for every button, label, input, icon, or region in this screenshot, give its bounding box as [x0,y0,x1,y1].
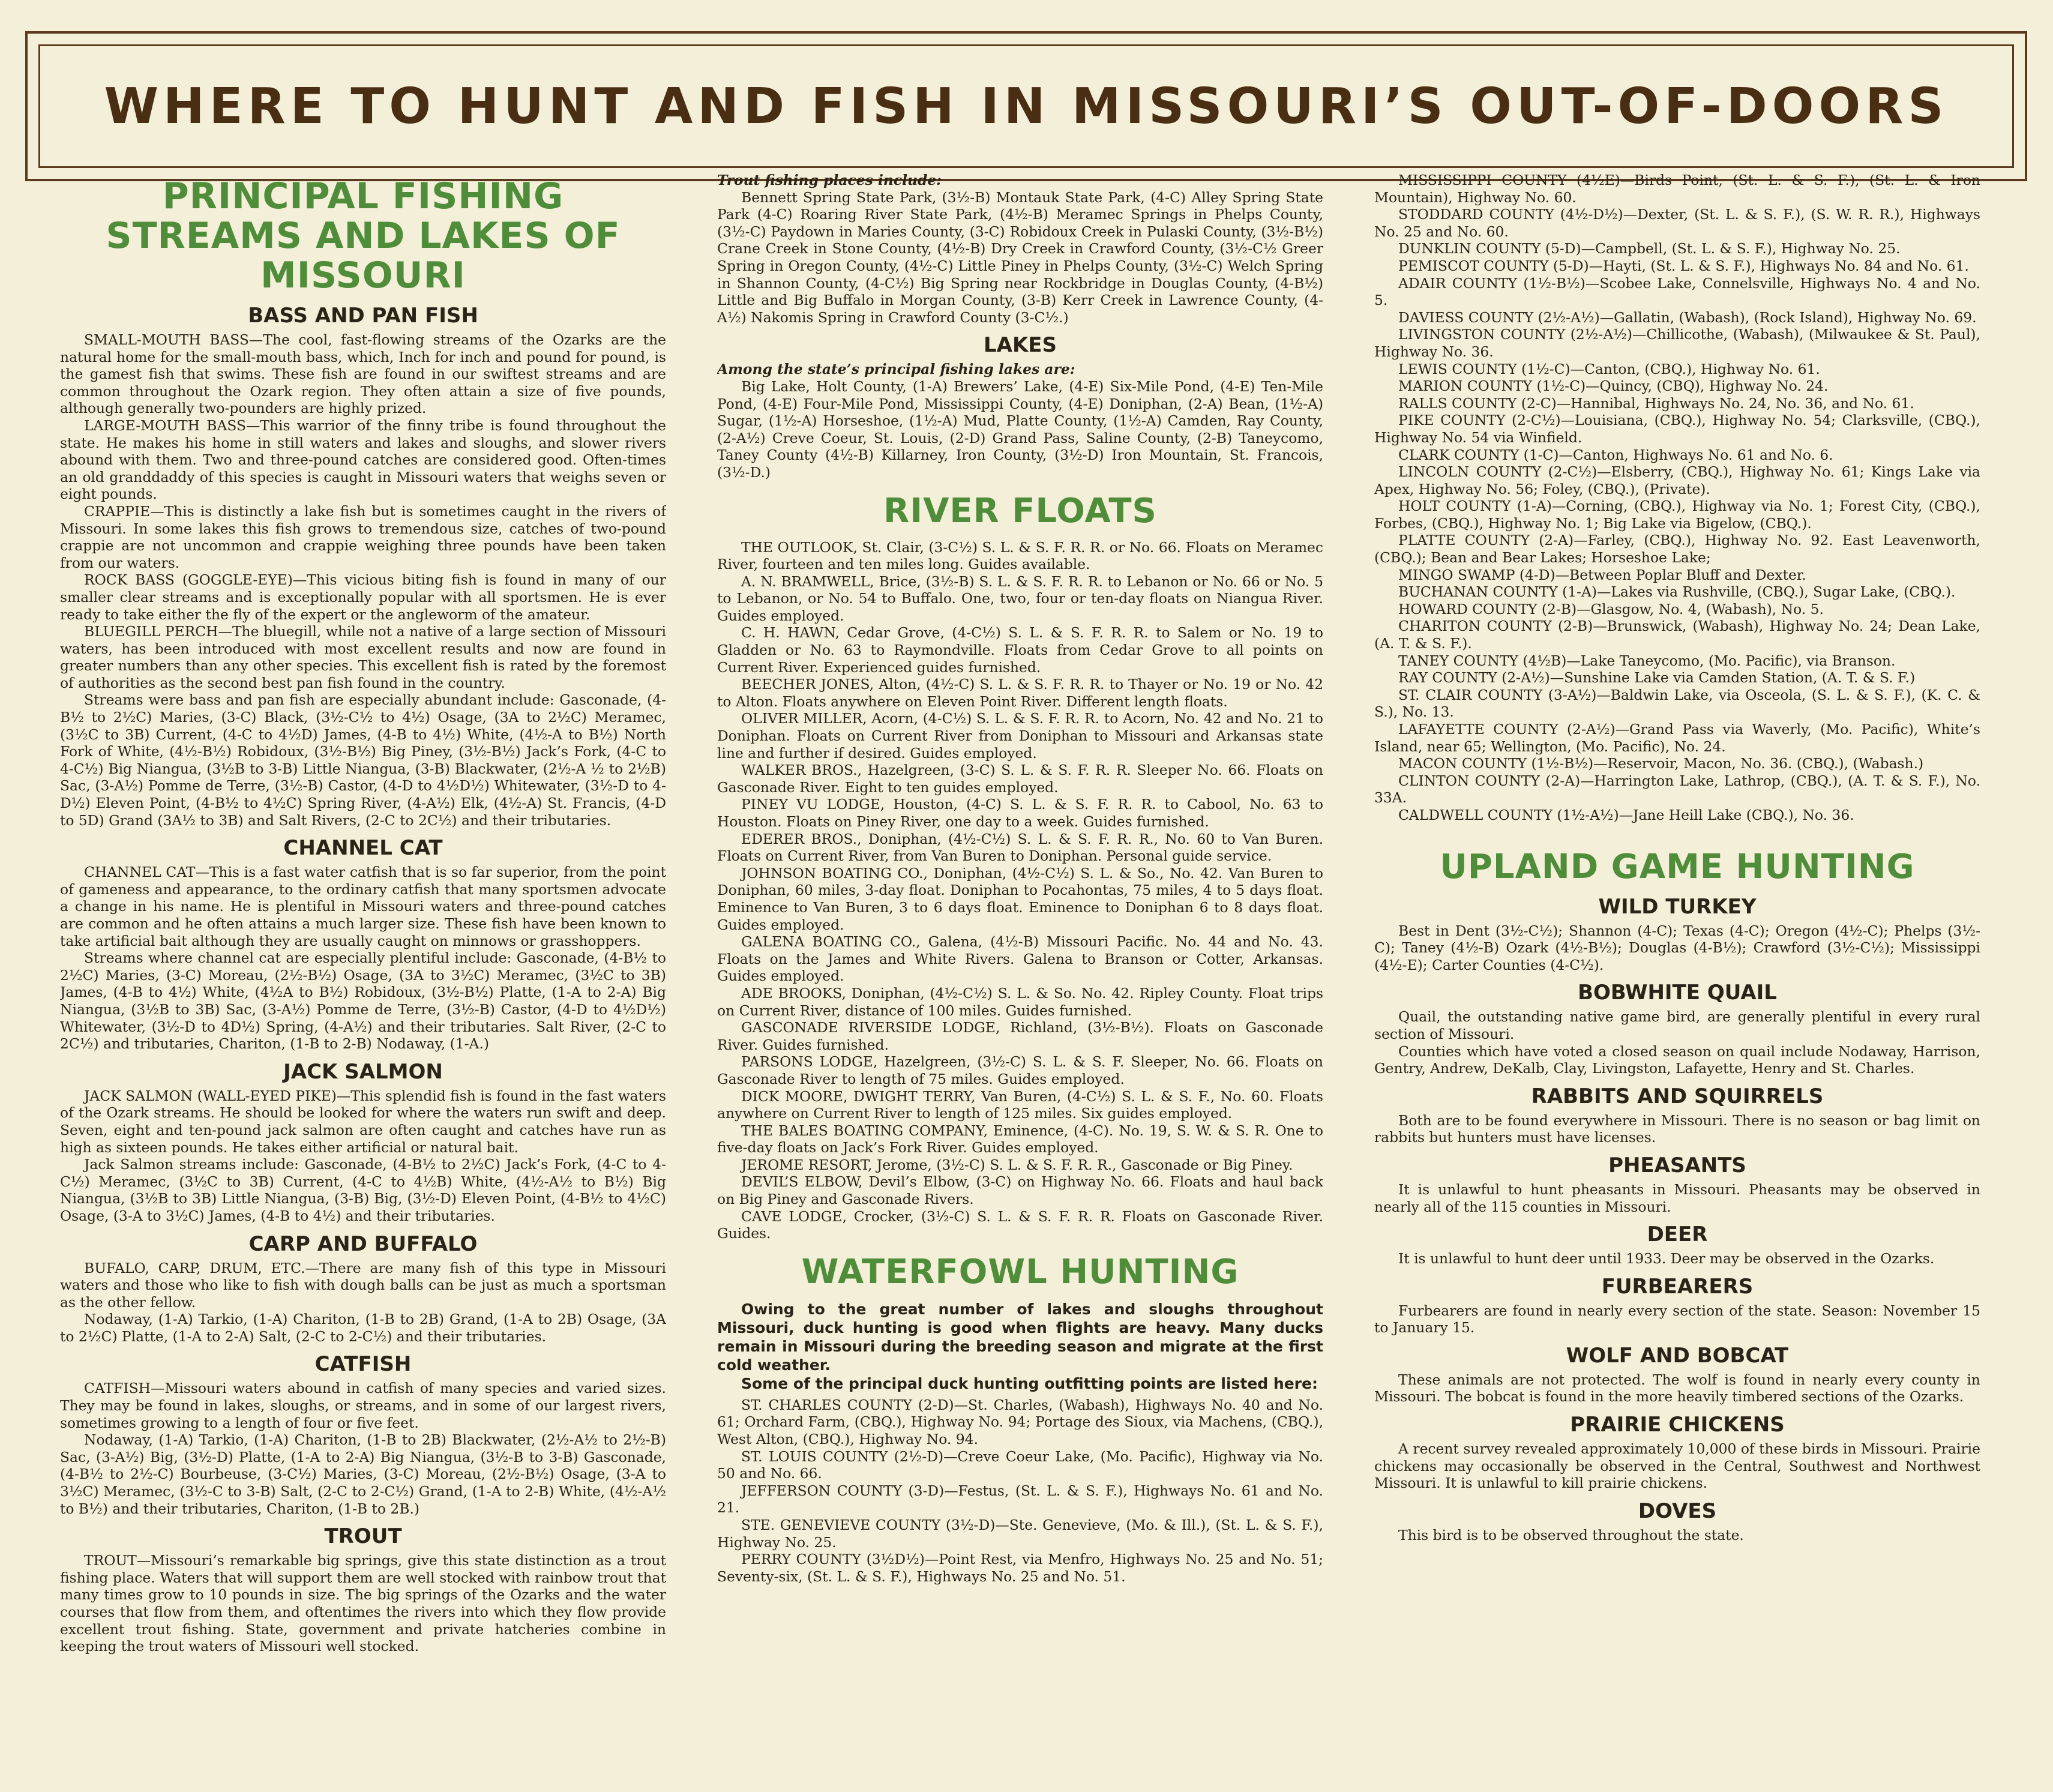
county-entry: LIVINGSTON COUNTY (2½-A½)—Chillicothe, (Wabash), (Milwaukee & St. Paul), Highway No. 36. [1374,326,1980,360]
float-entry: PINEY VU LODGE, Houston, (4-C) S. L. & S. F. R. R. to Cabool, No. 63 to Houston. Floats on Piney River, one day to a week. Guides furnished. [717,796,1323,830]
float-entry: ADE BROOKS, Doniphan, (4½-C½) S. L. & So. No. 42. Ripley County. Float trips on Current River, distance of 100 miles. Guides furnished. [717,984,1323,1019]
heading-rabbits: RABBITS AND SQUIRRELS [1531,1084,1824,1108]
county-entry: LAFAYETTE COUNTY (2-A½)—Grand Pass via Waverly, (Mo. Pacific), White’s Island, near 65; Wellington, (Mo. Pacific), No. 24. [1374,721,1980,755]
section-title-upland: UPLAND GAME HUNTING [1440,847,1915,886]
heading-jack-salmon: JACK SALMON [283,1059,443,1084]
county-entry: JEFFERSON COUNTY (3-D)—Festus, (St. L. & S. F.), Highways No. 61 and No. 21. [717,1482,1323,1517]
paragraph: Nodaway, (1-A) Tarkio, (1-A) Chariton, (1-B to 2B) Grand, (1-A to 2B) Osage, (3A to 2½C) Platte, (1-A to 2-A) Salt, (2-C to 2-C½) and their tributaries. [60,1311,666,1345]
county-entry: PLATTE COUNTY (2-A)—Farley, (CBQ.), Highway No. 92. East Leavenworth, (CBQ.); Bean and Bear Lakes; Horseshoe Lake; [1374,532,1980,567]
float-entry: BEECHER JONES, Alton, (4½-C) S. L. & S. F. R. R. to Thayer or No. 19 or No. 42 to Alton. Floats anywhere on Eleven Point River. Different length floats. [717,676,1323,710]
paragraph: Nodaway, (1-A) Tarkio, (1-A) Chariton, (1-B to 2B) Blackwater, (2½-A½ to 2½-B) Sac, (3-A½) Big, (3½-D) Platte, (1-A to 2-A) Big Niangua, (3½-B to 3-B) Gasconade, (4-B½ to 2½-C) Bourbeuse, (3-C½) Maries, (3-C) Moreau, (2½-B½) Osage, (3-A to 3½C) Meramec, (3½-C to 3-B) Salt, (2-C to 2-C½) Grand, (1-A to 2-B) White, (4½-A½ to B½) and their tributaries, Chariton, (1-B to 2B.) [60,1431,666,1517]
paragraph: LARGE-MOUTH BASS—This warrior of the finny tribe is found throughout the state. He makes his home in still waters and lakes and sloughs, and slower rivers abound with them. Two and three-pound catches are considered good. Often-times an old granddaddy of this species is caught in Missouri waters that weighs seven or eight pounds. [60,416,666,503]
paragraph: Big Lake, Holt County, (1-A) Brewers’ Lake, (4-E) Six-Mile Pond, (4-E) Ten-Mile Pond, (4-E) Four-Mile Pond, Mississippi County, (4-E) Doniphan, (2-A) Bean, (1½-A) Sugar, (1½-A) Horseshoe, (1½-A) Mud, Platte County, (1½-A) Camden, Ray County, (2-A½) Creve Coeur, St. Louis, (2-D) Grand Pass, Saline County, (2-B) Taneycomo, Taney County (4½-B) Killarney, Iron County, (3½-D) Iron Mountain, St. Francois, (3½-D.) [717,377,1323,481]
column-floats-waterfowl [717,172,1323,1780]
lakes-intro: Among the state’s principal fishing lakes are: [717,361,1075,378]
county-entry: RAY COUNTY (2-A½)—Sunshine Lake via Camden Station, (A. T. & S. F.) [1398,669,1916,687]
county-entry: PEMISCOT COUNTY (5-D)—Hayti, (St. L. & S. F.), Highways No. 84 and No. 61. [1398,257,1969,274]
heading-prairie: PRAIRIE CHICKENS [1570,1413,1785,1437]
paragraph: Counties which have voted a closed season on quail include Nodaway, Harrison, Gentry, Andrew, DeKalb, Clay, Livingston, Lafayette, Henry and St. Charles. [1374,1042,1980,1077]
paragraph: Both are to be found everywhere in Missouri. There is no season or bag limit on rabbits but hunters must have licenses. [1374,1111,1980,1146]
paragraph: ROCK BASS (GOGGLE-EYE)—This vicious biting fish is found in many of our smaller clear streams and is exceptionally popular with all sportsmen. He is ever ready to take either the fly of the expert or the angleworm of the amateur. [60,571,666,623]
float-entry: C. H. HAWN, Cedar Grove, (4-C½) S. L. & S. F. R. R. to Salem or No. 19 to Gladden or No. 63 to Raymondville. Floats from Cedar Grove to all points on Current River. Experienced guides furnished. [717,624,1323,676]
paragraph: BLUEGILL PERCH—The bluegill, while not a native of a large section of Missouri waters, has been introduced with most excellent results and now are found in greater numbers than any other species. This excellent fish is rated by the foremost of authorities as the second best pan fish found in the country. [60,623,666,691]
county-entry: ST. CLAIR COUNTY (3-A½)—Baldwin Lake, via Osceola, (S. L. & S. F.), (K. C. & S.), No. 13. [1374,686,1980,721]
title-banner-inner [38,44,2014,168]
county-entry: ST. LOUIS COUNTY (2½-D)—Creve Coeur Lake, (Mo. Pacific), Highway via No. 50 and No. 66. [717,1448,1323,1482]
county-entry: BUCHANAN COUNTY (1-A)—Lakes via Rushville, (CBQ.), Sugar Lake, (CBQ.). [1398,583,1956,601]
float-entry: WALKER BROS., Hazelgreen, (3-C) S. L. & S. F. R. R. Sleeper No. 66. Floats on Gasconade River. Eight to ten guides employed. [717,762,1323,796]
title-banner [25,31,2027,181]
paragraph: TROUT—Missouri’s remarkable big springs, give this state distinction as a trout fishing place. Waters that will support them are well stocked with rainbow trout that many times grow to 10 pounds in size. The big springs of the Ozarks and the water courses that flow from them, and oftentimes the rivers into which they flow provide excellent trout fishing. State, government and private hatcheries combine in keeping the trout waters of Missouri well stocked. [60,1552,666,1655]
heading-deer: DEER [1647,1222,1708,1247]
float-entry: EDERER BROS., Doniphan, (4½-C½) S. L. & S. F. R. R., No. 60 to Van Buren. Floats on Current River, from Van Buren to Doniphan. Personal guide service. [717,830,1323,865]
heading-carp: CARP AND BUFFALO [248,1231,478,1256]
heading-quail: BOBWHITE QUAIL [1578,981,1777,1005]
page-title: WHERE TO HUNT AND FISH IN MISSOURI’S OUT-OF-DOORS [104,77,1949,135]
paragraph: Streams where channel cat are especially plentiful include: Gasconade, (4-B½ to 2½C) Maries, (3-C) Moreau, (2½-B½) Osage, (3A to 3½C) Meramec, (3½C to 3B) James, (4-B to 4½) White, (4½A to B½) Robidoux, (3½-B½) Platte, (1-A to 2-A) Big Niangua, (3½B to 3B) Sac, (3-A½) Pomme de Terre, (3½-B) Castor, (4-D to 4½D½) Whitewater, (3½-D to 4D½) Spring, (4-A½) and their tributaries. Salt River, (2-C to 2C½) and tributaries, Chariton, (1-B to 2-B) Nodaway, (1-A.) [60,949,666,1053]
paragraph: BUFALO, CARP, DRUM, ETC.—There are many fish of this type in Missouri waters and those who like to fish with dough balls can be just as much a sportsman as the other fellow. [60,1259,666,1311]
paragraph: CHANNEL CAT—This is a fast water catfish that is so far superior, from the point of gameness and appearance, to the ordinary catfish that many sportsmen advocate a change in his name. He is plentiful in Missouri waters and three-pound catches are common and he often attains a much larger size. These fish have been known to take artificial bait although they are usually caught on minnows or grasshoppers. [60,864,666,949]
county-entry: DUNKLIN COUNTY (5-D)—Campbell, (St. L. & S. F.), Highway No. 25. [1398,240,1901,257]
float-entry: THE OUTLOOK, St. Clair, (3-C½) S. L. & S. F. R. R. or No. 66. Floats on Meramec River, fourteen and ten miles long. Guides available. [717,538,1323,573]
paragraph: SMALL-MOUTH BASS—The cool, fast-flowing streams of the Ozarks are the natural home for the small-mouth bass, which, Inch for inch and pound for pound, is the gamest fish that swims. These fish are found in our swiftest streams and are common throughout the Ozark region. They often attain a size of five pounds, although generally two-pounders are highly prized. [60,331,666,417]
float-entry: GALENA BOATING CO., Galena, (4½-B) Missouri Pacific. No. 44 and No. 43. Floats on the James and White Rivers. Galena to Branson or Cotter, Arkansas. Guides employed. [717,933,1323,985]
paragraph: It is unlawful to hunt pheasants in Missouri. Pheasants may be observed in nearly all of the 115 counties in Missouri. [1374,1180,1980,1215]
column-counties-upland [1374,172,1980,1780]
waterfowl-intro-2: Some of the principal duck hunting outfitting points are listed here: [741,1374,1318,1392]
float-entry: JEROME RESORT, Jerome, (3½-C) S. L. & S. F. R. R., Gasconade or Big Piney. [741,1156,1293,1173]
heading-turkey: WILD TURKEY [1598,894,1757,919]
heading-furbearers: FURBEARERS [1601,1274,1754,1299]
heading-channel-cat: CHANNEL CAT [283,836,443,861]
float-entry: PARSONS LODGE, Hazelgreen, (3½-C) S. L. & S. F. Sleeper, No. 66. Floats on Gasconade River to length of 75 miles. Guides employed. [717,1053,1323,1087]
county-entry: LINCOLN COUNTY (2-C½)—Elsberry, (CBQ.), Highway No. 61; Kings Lake via Apex, Highway No. 56; Foley, (CBQ.), (Private). [1374,463,1980,498]
paragraph: A recent survey revealed approximately 10,000 of these birds in Missouri. Prairie chickens may occasionally be observed in the Central, Southwest and Northwest Missouri. It is unlawful to kill prairie chickens. [1374,1440,1980,1492]
county-entry: MISSISSIPPI COUNTY (4½E)—Birds Point, (St. L. & S. F.), (St. L. & Iron Mountain), Highway No. 60. [1374,172,1980,206]
paragraph: JACK SALMON (WALL-EYED PIKE)—This splendid fish is found in the fast waters of the Ozark streams. He should be looked for where the waters run swift and deep. Seven, eight and ten-pound jack salmon are often caught and catches have run as high as sixteen pounds. He takes either artificial or natural bait. [60,1087,666,1156]
county-entry: ADAIR COUNTY (1½-B½)—Scobee Lake, Connelsville, Highways No. 4 and No. 5. [1374,274,1980,309]
county-entry: HOWARD COUNTY (2-B)—Glasgow, No. 4, (Wabash), No. 5. [1398,600,1824,618]
county-list [717,1397,1323,1586]
county-entry: MACON COUNTY (1½-B½)—Reservoir, Macon, No. 36. (CBQ.), (Wabash.) [1398,755,1924,772]
float-entry: THE BALES BOATING COMPANY, Eminence, (4-C). No. 19, S. W. & S. R. One to five-day floats on Jack’s Fork River. Guides employed. [717,1122,1323,1156]
paragraph: CRAPPIE—This is distinctly a lake fish but is sometimes caught in the rivers of Missouri. In some lakes this fish grows to tremendous size, catches of two-pound crappie are not uncommon and crappie weighing three pounds have been taken from our waters. [60,502,666,571]
paragraph: These animals are not protected. The wolf is found in nearly every county in Missouri. The bobcat is found in the more heavily timbered sections of the Ozarks. [1374,1371,1980,1406]
float-entry: OLIVER MILLER, Acorn, (4-C½) S. L. & S. F. R. R. to Acorn, No. 42 and No. 21 to Doniphan. Floats on Current River from Doniphan to Missouri and Arkansas state line and further if desired. Guides employed. [717,710,1323,762]
section-title-river-floats: RIVER FLOATS [883,491,1157,531]
section-title-waterfowl: WATERFOWL HUNTING [801,1252,1239,1291]
county-entry: CHARITON COUNTY (2-B)—Brunswick, (Wabash), Highway No. 24; Dean Lake, (A. T. & S. F.). [1374,618,1980,652]
county-entry: MARION COUNTY (1½-C)—Quincy, (CBQ), Highway No. 24. [1398,377,1829,395]
column-fishing-streams [60,172,666,1780]
county-entry: CLARK COUNTY (1-C)—Canton, Highways No. 61 and No. 6. [1398,446,1833,463]
float-entry: GASCONADE RIVERSIDE LODGE, Richland, (3½-B½). Floats on Gasconade River. Guides furnished. [717,1019,1323,1053]
paragraph: Streams were bass and pan fish are especially abundant include: Gasconade, (4-B½ to 2½C) Maries, (3-C) Black, (3½-C½ to 4½) Osage, (3A to 2½C) Meramec, (3½C to 3B) Current, (4-C to 4½D) James, (4-B to 4½) White, (4½-A to B½) North Fork of White, (4½-B½) Robidoux, (3½-B½) Big Piney, (3½-B½) Jack’s Fork, (4-C to 4-C½) Big Niangua, (3½B to 3-B) Little Niangua, (3-B) Blackwater, (2½-A ½ to 2½B) Sac, (3-A½) Pomme de Terre, (3½-B) Castor, (4-D to 4½D½) Whitewater, (3½-D to 4-D½) Eleven Point, (4-B½ to 4½C) Spring River, (4-A½) Elk, (4½-A) St. Francis, (4-D to 5D) Grand (3A½ to 3B) and Salt Rivers, (2-C to 2C½) and their tributaries. [60,691,666,829]
heading-lakes: LAKES [983,333,1057,358]
paragraph: Bennett Spring State Park, (3½-B) Montauk State Park, (4-C) Alley Spring State Park (4-C) Roaring River State Park, (4½-B) Meramec Springs in Phelps County, (3½-C) Paydown in Maries County, (3-C) Robidoux Creek in Pulaski County, (3½-B½) Crane Creek in Stone County, (4½-B) Dry Creek in Crawford County, (3½-C½ Greer Spring in Oregon County, (4½-C) Little Piney in Phelps County, (3½-C) Welch Spring in Shannon County, (4-C½) Big Spring near Rockbridge in Douglas County, (4-B½) Little and Big Buffalo in Morgan County, (3-B) Kerr Creek in Lawrence County, (4-A½) Nakomis Spring in Crawford County (3-C½.) [717,188,1323,326]
paragraph: This bird is to be observed throughout the state. [1398,1526,1744,1544]
paragraph: Quail, the outstanding native game bird, are generally plentiful in every rural section of Missouri. [1374,1008,1980,1042]
trout-intro: Trout fishing places include: [717,172,942,188]
county-entry: LEWIS COUNTY (1½-C)—Canton, (CBQ.), Highway No. 61. [1398,360,1820,377]
county-entry: RALLS COUNTY (2-C)—Hannibal, Highways No. 24, No. 36, and No. 61. [1398,394,1914,412]
county-entry: STE. GENEVIEVE COUNTY (3½-D)—Ste. Genevieve, (Mo. & Ill.), (St. L. & S. F.), Highway No. 25. [717,1517,1323,1551]
county-entry: STODDARD COUNTY (4½-D½)—Dexter, (St. L. & S. F.), (S. W. R. R.), Highways No. 25 and No. 60. [1374,206,1980,240]
float-entry: A. N. BRAMWELL, Brice, (3½-B) S. L. & S. F. R. R. to Lebanon or No. 66 or No. 5 to Lebanon, or No. 54 to Buffalo. One, two, four or ten-day floats on Niangua River. Guides employed. [717,573,1323,624]
county-entry: CALDWELL COUNTY (1½-A½)—Jane Heill Lake (CBQ.), No. 36. [1398,806,1854,823]
county-entry: ST. CHARLES COUNTY (2-D)—St. Charles, (Wabash), Highways No. 40 and No. 61; Orchard Farm, (CBQ.), Highway No. 94; Portage des Sioux, via Machens, (CBQ.), West Alton, (CBQ.), Highway No. 94. [717,1396,1323,1448]
paragraph: Best in Dent (3½-C½); Shannon (4-C); Texas (4-C); Oregon (4½-C); Phelps (3½-C); Taney (4½-B) Ozark (4½-B½); Douglas (4-B½); Crawford (3½-C½); Mississippi (4½-E); Carter Counties (4-C½). [1374,922,1980,973]
county-entry: TANEY COUNTY (4½B)—Lake Taneycomo, (Mo. Pacific), via Branson. [1398,652,1896,669]
paragraph: CATFISH—Missouri waters abound in catfish of many species and varied sizes. They may be found in lakes, sloughs, or streams, and in some of our largest rivers, sometimes growing to a length of four or five feet. [60,1380,666,1431]
heading-catfish: CATFISH [314,1352,412,1377]
county-entry: DAVIESS COUNTY (2½-A½)—Gallatin, (Wabash), (Rock Island), Highway No. 69. [1398,308,1977,326]
heading-trout: TROUT [324,1524,402,1549]
county-entry: CLINTON COUNTY (2-A)—Harrington Lake, Lathrop, (CBQ.), (A. T. & S. F.), No. 33A. [1374,772,1980,807]
river-floats-list [717,539,1323,1242]
county-entry: MINGO SWAMP (4-D)—Between Poplar Bluff and Dexter. [1398,566,1806,583]
paragraph: Furbearers are found in nearly every section of the state. Season: November 15 to January 15. [1374,1302,1980,1336]
float-entry: DICK MOORE, DWIGHT TERRY, Van Buren, (4-C½) S. L. & S. F., No. 60. Floats anywhere on Current River to length of 125 miles. Six guides employed. [717,1087,1323,1122]
float-entry: DEVIL’S ELBOW, Devil’s Elbow, (3-C) on Highway No. 66. Floats and haul back on Big Piney and Gasconade Rivers. [717,1173,1323,1208]
county-list [1374,172,1980,824]
heading-doves: DOVES [1638,1499,1717,1523]
float-entry: CAVE LODGE, Crocker, (3½-C) S. L. & S. F. R. R. Floats on Gasconade River. Guides. [717,1207,1323,1242]
paragraph: It is unlawful to hunt deer until 1933. Deer may be observed in the Ozarks. [1398,1250,1935,1267]
float-entry: JOHNSON BOATING CO., Doniphan, (4½-C½) S. L. & So., No. 42. Van Buren to Doniphan, 60 miles, 3-day float. Doniphan to Pocahontas, 75 miles, 4 to 5 days float. Eminence to Van Buren, 3 to 6 days float. Eminence to Doniphan 6 to 8 days float. Guides employed. [717,864,1323,933]
county-entry: PIKE COUNTY (2-C½)—Louisiana, (CBQ.), Highway No. 54; Clarksville, (CBQ.), Highway No. 54 via Winfield. [1374,412,1980,446]
waterfowl-intro: Owing to the great number of lakes and sloughs throughout Missouri, duck hunting is good when flights are heavy. Many ducks remain in Missouri during the breeding season and migrate at the first cold weather. [717,1300,1323,1374]
county-entry: PERRY COUNTY (3½D½)—Point Rest, via Menfro, Highways No. 25 and No. 51; Seventy-six, (St. L. & S. F.), Highways No. 25 and No. 51. [717,1551,1323,1585]
paragraph: Jack Salmon streams include: Gasconade, (4-B½ to 2½C) Jack’s Fork, (4-C to 4-C½) Meramec, (3½C to 3B) Current, (4-C to 4½B) White, (4½-A½ to B½) Big Niangua, (3½B to 3B) Little Niangua, (3-B) Big, (3½-D) Eleven Point, (4-B½ to 4½C) Osage, (3-A to 3½C) James, (4-B to 4½) and their tributaries. [60,1156,666,1224]
heading-pheasants: PHEASANTS [1608,1153,1746,1177]
heading-wolf: WOLF AND BOBCAT [1566,1343,1789,1368]
section-title-fishing: PRINCIPAL FISHING STREAMS AND LAKES OF MISSOURI [106,175,621,296]
heading-bass: BASS AND PAN FISH [248,304,478,328]
county-entry: HOLT COUNTY (1-A)—Corning, (CBQ.), Highway via No. 1; Forest City, (CBQ.), Forbes, (CBQ.), Highway No. 1; Big Lake via Bigelow, (CBQ.). [1374,498,1980,532]
